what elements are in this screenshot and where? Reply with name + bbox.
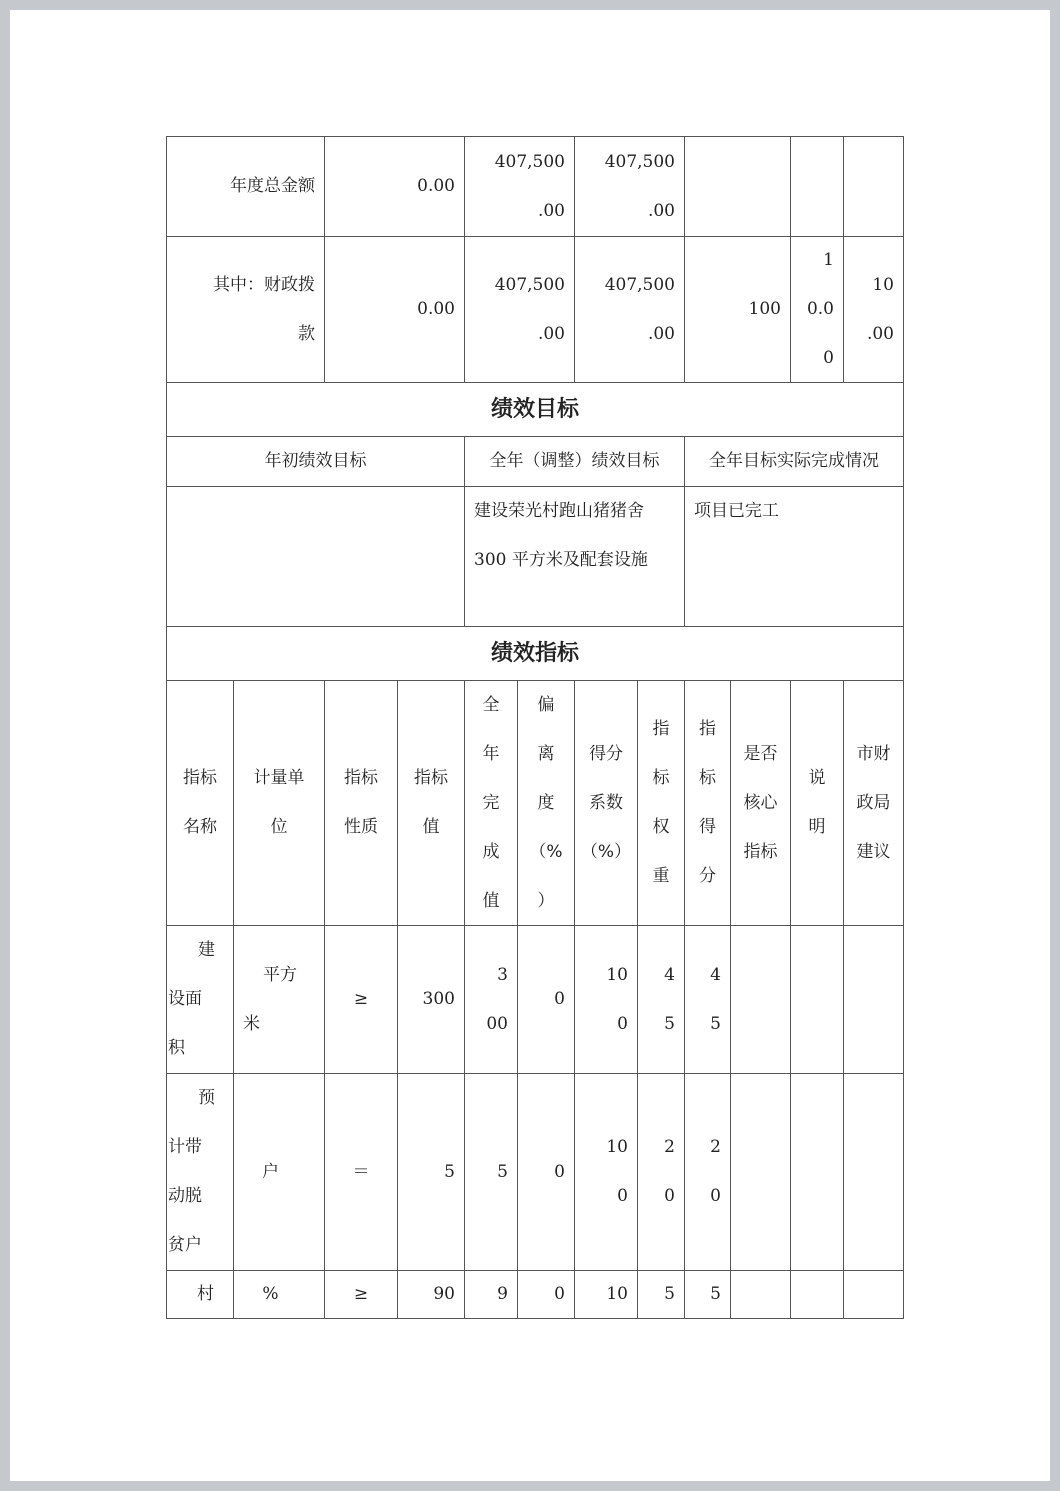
indicator-deviation-text: 0 xyxy=(554,1284,565,1304)
funding-label xyxy=(166,236,325,383)
funding-adjusted-line: 407,500 xyxy=(494,151,565,172)
indicator-score-line: 5 xyxy=(710,1284,721,1304)
indicator-header xyxy=(464,680,518,926)
indicator-name-line: 村 xyxy=(197,1284,214,1304)
indicator-name-line: 贫户 xyxy=(168,1235,202,1255)
indicator-header-line: 明 xyxy=(808,817,826,837)
indicator-header-line: 完 xyxy=(482,792,500,813)
indicator-deviation xyxy=(517,1270,575,1319)
funding-initial-text: 0.00 xyxy=(417,176,455,196)
actual-completion xyxy=(684,486,904,627)
indicator-target xyxy=(397,1073,465,1271)
indicator-header-line: 值 xyxy=(482,890,500,911)
indicator-header xyxy=(574,680,638,926)
indicator-weight-line: 0 xyxy=(664,1186,675,1206)
indicator-score-line: 4 xyxy=(710,964,721,985)
indicator-score xyxy=(684,925,731,1074)
goals-section-title xyxy=(166,382,904,437)
indicator-header-line: 名称 xyxy=(183,817,217,837)
indicator-actual-line: 9 xyxy=(497,1284,508,1304)
funding-initial-text: 0.00 xyxy=(417,299,455,319)
funding-label xyxy=(166,136,325,237)
indicator-header-line: 系数 xyxy=(589,792,623,813)
indicator-header-line: 指标 xyxy=(183,768,217,788)
indicator-header-line: 得 xyxy=(699,817,716,837)
indicator-coefficient-line: 10 xyxy=(606,964,628,985)
goals-header-text: 年初绩效目标 xyxy=(264,451,367,471)
indicator-nature-text: ≥ xyxy=(353,1284,369,1304)
goals-section-title-text: 绩效目标 xyxy=(490,397,579,422)
funding-points xyxy=(843,136,904,237)
indicator-weight xyxy=(637,1073,685,1271)
indicator-nature xyxy=(324,1073,398,1271)
funding-label-line: 款 xyxy=(298,323,315,344)
goals-header xyxy=(684,436,904,487)
indicator-unit xyxy=(233,1270,325,1319)
indicator-actual-line: 00 xyxy=(486,1013,508,1034)
funding-score-text: 100 xyxy=(748,299,781,319)
indicator-header-line: 得分 xyxy=(589,743,623,764)
indicator-header-line: 指标 xyxy=(743,841,778,862)
indicator-header xyxy=(233,680,325,926)
indicator-unit-line: 平方 xyxy=(263,964,297,985)
funding-adjusted-line: 407,500 xyxy=(494,274,565,295)
indicator-name xyxy=(166,925,234,1074)
indicator-actual-line: 3 xyxy=(497,964,508,985)
funding-rate-line: 1 xyxy=(823,250,834,270)
indicator-unit-line: % xyxy=(262,1284,279,1304)
indicators-section-title xyxy=(166,626,904,681)
indicator-weight-line: 5 xyxy=(664,1013,675,1034)
funding-points-line: 10 xyxy=(872,274,894,295)
indicator-target xyxy=(397,1270,465,1319)
funding-score xyxy=(684,136,791,237)
funding-executed xyxy=(574,136,685,237)
goals-header xyxy=(464,436,685,487)
funding-label-line: 其中：财政拨 xyxy=(213,274,315,295)
indicator-deviation xyxy=(517,1073,575,1271)
indicator-score xyxy=(684,1073,731,1271)
funding-score xyxy=(684,236,791,383)
indicator-advice xyxy=(843,925,904,1074)
indicator-header-line: ） xyxy=(537,890,555,911)
indicator-weight-line: 5 xyxy=(664,1284,675,1304)
funding-rate xyxy=(790,236,844,383)
indicator-core xyxy=(730,1270,791,1319)
indicator-header-line: 全 xyxy=(482,694,500,715)
indicator-header-line: 性质 xyxy=(344,817,378,837)
indicator-header-line: 市财 xyxy=(856,743,891,764)
indicator-score-line: 0 xyxy=(710,1186,721,1206)
indicator-header xyxy=(166,680,234,926)
initial-goal xyxy=(166,486,465,627)
actual-completion-text: 项目已完工 xyxy=(694,501,779,521)
indicator-deviation xyxy=(517,925,575,1074)
adjusted-goal xyxy=(464,486,685,627)
indicator-unit xyxy=(233,925,325,1074)
indicator-name-line: 建 xyxy=(198,940,215,960)
indicator-header-line: 度 xyxy=(537,792,555,813)
indicator-weight xyxy=(637,1270,685,1319)
funding-points xyxy=(843,236,904,383)
indicator-name-line: 设面 xyxy=(168,989,202,1009)
indicator-advice xyxy=(843,1270,904,1319)
indicator-core xyxy=(730,1073,791,1271)
indicator-weight-line: 4 xyxy=(664,964,675,985)
indicator-target xyxy=(397,925,465,1074)
indicator-target-text: 5 xyxy=(444,1161,455,1182)
indicator-header-line: 是否 xyxy=(743,743,778,764)
indicator-score-line: 5 xyxy=(710,1013,721,1034)
adjusted-goal-line: 300 平方米及配套设施 xyxy=(474,550,648,570)
indicator-header-line: （% xyxy=(529,841,563,862)
funding-rate xyxy=(790,136,844,237)
funding-rate-line: 0.0 xyxy=(806,299,834,319)
funding-adjusted-line: .00 xyxy=(537,323,565,344)
funding-adjusted xyxy=(464,136,575,237)
indicator-header-line: （%） xyxy=(580,841,632,862)
indicator-header xyxy=(790,680,844,926)
indicator-name xyxy=(166,1073,234,1271)
indicator-header xyxy=(843,680,904,926)
indicator-nature xyxy=(324,1270,398,1319)
indicator-nature-text: ＝ xyxy=(352,1161,370,1182)
indicator-target-text: 300 xyxy=(422,989,455,1009)
indicator-header-line: 指 xyxy=(652,719,670,739)
indicator-name-line: 积 xyxy=(168,1038,185,1058)
indicator-weight xyxy=(637,925,685,1074)
funding-initial xyxy=(324,136,465,237)
goals-header xyxy=(166,436,465,487)
funding-initial xyxy=(324,236,465,383)
indicators-section-title-text: 绩效指标 xyxy=(490,641,579,666)
indicator-advice xyxy=(843,1073,904,1271)
funding-executed-line: .00 xyxy=(647,323,675,344)
funding-points-line: .00 xyxy=(866,323,894,344)
indicator-header-line: 位 xyxy=(270,817,288,837)
funding-executed-line: 407,500 xyxy=(604,151,675,172)
indicator-coefficient-line: 10 xyxy=(606,1137,628,1157)
indicator-coefficient-line: 0 xyxy=(617,1186,628,1206)
indicator-header-line: 核心 xyxy=(743,792,778,813)
indicator-header-line: 年 xyxy=(482,743,500,764)
indicator-coefficient xyxy=(574,1270,638,1319)
funding-adjusted-line: .00 xyxy=(537,200,565,221)
indicator-actual xyxy=(464,1270,518,1319)
indicator-header xyxy=(324,680,398,926)
indicator-header-line: 成 xyxy=(482,841,500,862)
indicator-header xyxy=(637,680,685,926)
funding-adjusted xyxy=(464,236,575,383)
indicator-coefficient xyxy=(574,1073,638,1271)
indicator-header-line: 值 xyxy=(422,817,440,837)
indicator-name xyxy=(166,1270,234,1319)
indicator-note xyxy=(790,1073,844,1271)
indicator-actual xyxy=(464,925,518,1074)
indicator-header xyxy=(730,680,791,926)
indicator-nature xyxy=(324,925,398,1074)
indicator-header-line: 计量单 xyxy=(253,768,305,788)
indicator-coefficient-line: 0 xyxy=(617,1013,628,1034)
indicator-target-text: 90 xyxy=(433,1284,455,1304)
indicator-unit-line: 米 xyxy=(243,1013,260,1034)
indicator-nature-text: ≥ xyxy=(353,989,369,1009)
indicator-name-line: 计带 xyxy=(168,1137,202,1157)
indicator-name-line: 动脱 xyxy=(168,1186,202,1206)
funding-executed-line: 407,500 xyxy=(604,274,675,295)
indicator-score-line: 2 xyxy=(710,1137,721,1157)
indicator-core xyxy=(730,925,791,1074)
indicator-header-line: 说 xyxy=(808,768,826,788)
indicator-header-line: 分 xyxy=(699,866,716,886)
indicator-coefficient xyxy=(574,925,638,1074)
indicator-coefficient-line: 10 xyxy=(606,1284,628,1304)
goals-header-text: 全年（调整）绩效目标 xyxy=(489,451,660,471)
indicator-actual xyxy=(464,1073,518,1271)
indicator-deviation-text: 0 xyxy=(554,989,565,1009)
indicator-header-line: 建议 xyxy=(856,841,891,862)
indicator-header-line: 权 xyxy=(652,817,670,837)
indicator-unit-line: 户 xyxy=(262,1161,279,1182)
indicator-note xyxy=(790,1270,844,1319)
indicator-deviation-text: 0 xyxy=(554,1161,565,1182)
funding-label-line: 年度总金额 xyxy=(230,176,315,196)
indicator-weight-line: 2 xyxy=(664,1137,675,1157)
indicator-header xyxy=(397,680,465,926)
indicator-header-line: 标 xyxy=(652,768,670,788)
indicator-actual-line: 5 xyxy=(497,1161,508,1182)
indicator-header xyxy=(517,680,575,926)
indicator-header-line: 指 xyxy=(699,719,716,739)
indicator-name-line: 预 xyxy=(198,1088,215,1108)
indicator-score xyxy=(684,1270,731,1319)
indicator-note xyxy=(790,925,844,1074)
adjusted-goal-line: 建设荣光村跑山猪猪舍 xyxy=(474,501,644,521)
goals-header-text: 全年目标实际完成情况 xyxy=(709,451,879,471)
funding-rate-line: 0 xyxy=(823,348,834,368)
indicator-header-line: 标 xyxy=(699,768,716,788)
indicator-header-line: 离 xyxy=(537,743,555,764)
funding-executed-line: .00 xyxy=(647,200,675,221)
funding-executed xyxy=(574,236,685,383)
indicator-header-line: 指标 xyxy=(344,768,378,788)
indicator-unit xyxy=(233,1073,325,1271)
indicator-header-line: 指标 xyxy=(414,768,448,788)
indicator-header-line: 政局 xyxy=(856,792,891,813)
indicator-header-line: 偏 xyxy=(537,694,555,715)
indicator-header xyxy=(684,680,731,926)
indicator-header-line: 重 xyxy=(652,866,670,886)
